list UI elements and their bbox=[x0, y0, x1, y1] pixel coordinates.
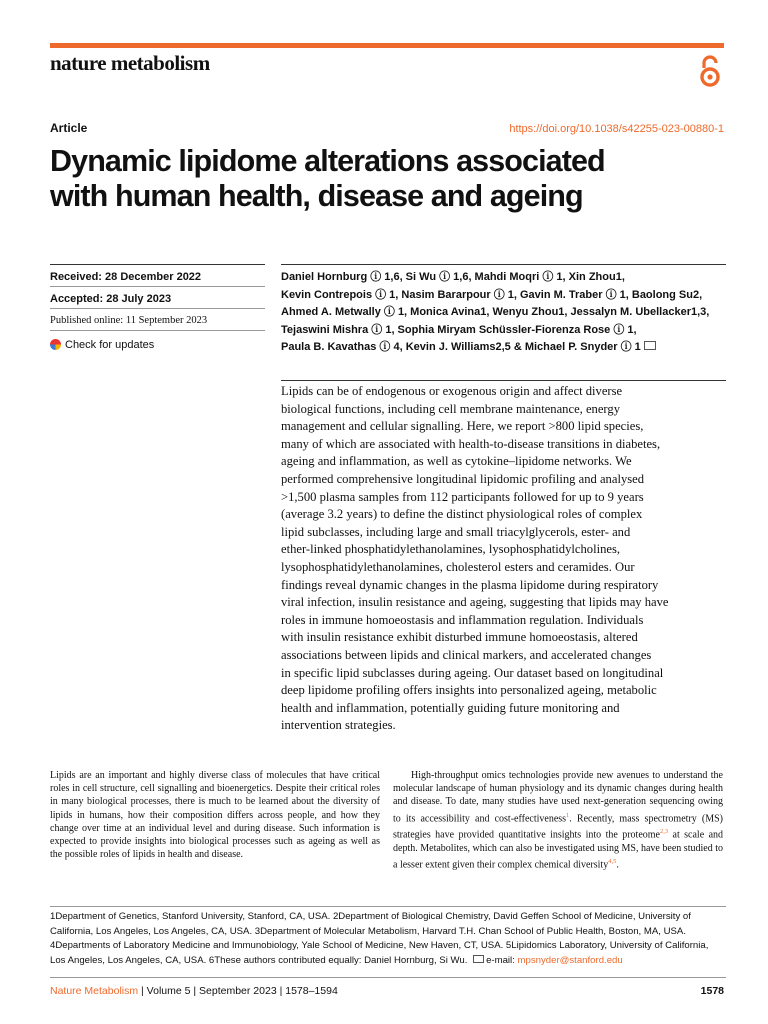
paragraph-text: . Recently, mass spectrometry (MS) strategies have provided quantitative insights into the proteome bbox=[393, 812, 723, 841]
doi-link[interactable]: https://doi.org/10.1038/s42255-023-00880-1 bbox=[509, 123, 724, 135]
footer-divider bbox=[50, 977, 726, 978]
abstract-line: viral infection, insulin resistance and ageing, suggesting that lipids may have bbox=[281, 595, 669, 610]
author-line-5: Paula B. Kavathas ⓘ 4, Kevin J. Williams2,5 & Michael P. Snyder ⓘ 1 bbox=[281, 341, 641, 353]
abstract-line: associations between lipids and clinical markers, and accelerated changes bbox=[281, 647, 652, 662]
check-updates-label: Check for updates bbox=[65, 338, 155, 351]
footer-citation bbox=[50, 985, 338, 997]
publication-dates bbox=[50, 264, 265, 352]
reference-link[interactable]: 1 bbox=[566, 811, 570, 819]
author-line-2: Kevin Contrepois ⓘ 1, Nasim Bararpour ⓘ 1, Gavin M. Traber ⓘ 1, Baolong Su2, bbox=[281, 288, 703, 301]
paragraph-text: High-throughput omics technologies provide new avenues to understand the molecular landscape of human physiology and its dynamic changes during health and disease. To date, many studies have used next-generation sequencing owing to its accessibility and cost-effectiveness bbox=[393, 770, 723, 824]
affiliations-text: 1Department of Genetics, Stanford University, Stanford, CA, USA. 2Department of Biological Chemistry, David Geffen School of Medicine, University of California, Los Angeles, Los Angeles, CA, USA. 3Department of Molecular Metabolism, Harvard T.H. Chan School of Public Health, Boston, MA, USA. 4Departments of Laboratory Medicine and Immunobiology, Yale School of Medicine, New Haven, CT, USA. 5Lipidomics Laboratory, University of California, Los Angeles, Los Angeles, CA, USA. 6These authors contributed equally: Daniel Hornburg, Si Wu. bbox=[50, 911, 709, 966]
abstract bbox=[281, 380, 726, 735]
received-date: Received: 28 December 2022 bbox=[50, 271, 202, 283]
paragraph-text: . bbox=[616, 859, 619, 871]
reference-link[interactable]: 4,5 bbox=[608, 857, 617, 865]
article-type-label: Article bbox=[50, 121, 88, 135]
intro-paragraph-1: Lipids are an important and highly diverse class of molecules that have critical roles in cell structure, cell signalling and bioenergetics. Despite their critical roles in many biological processes, there is much to be learned about the diversity of lipids in humans, how their composition differs across people, and how they change over time at an individual level and during disease. Such information is expected to provide insights into biological processes such as ageing as well as the possible roles of lipids in health and disease. bbox=[50, 770, 380, 861]
abstract-line: lipid subclasses, including large and small triacylglycerols, ester- and bbox=[281, 524, 631, 539]
abstract-line: (average 3.2 years) to define the distinct physiological roles of complex bbox=[281, 507, 643, 522]
abstract-line: ageing and inflammation, as well as cytokine–lipidome networks. We bbox=[281, 454, 632, 469]
abstract-line: health and inflammation, potentially guiding future monitoring and bbox=[281, 700, 620, 715]
published-date: Published online: 11 September 2023 bbox=[50, 315, 208, 326]
footer-journal-link[interactable]: Nature Metabolism bbox=[50, 985, 139, 997]
author-line-3: Ahmed A. Metwally ⓘ 1, Monica Avina1, Wenyu Zhou1, Jessalyn M. Ubellacker1,3, bbox=[281, 306, 710, 318]
author-list bbox=[281, 264, 726, 357]
body-column-1 bbox=[50, 769, 380, 861]
abstract-line: lysophosphatidylethanolamines, cholesterol esters and ceramides. Our bbox=[281, 559, 635, 574]
abstract-line: ether-linked phosphatidylethanolamines, lysophosphatidylcholines, bbox=[281, 542, 621, 557]
envelope-icon bbox=[473, 955, 484, 963]
reference-link[interactable]: 2,3 bbox=[659, 828, 669, 836]
affiliations bbox=[50, 906, 726, 968]
article-title bbox=[50, 144, 730, 214]
title-line-1: Dynamic lipidome alterations associated bbox=[50, 144, 605, 178]
abstract-line: intervention strategies. bbox=[281, 718, 396, 733]
author-line-4: Tejaswini Mishra ⓘ 1, Sophia Miryam Schüssler-Fiorenza Rose ⓘ 1, bbox=[281, 323, 637, 336]
author-line-1: Daniel Hornburg ⓘ 1,6, Si Wu ⓘ 1,6, Mahdi Moqri ⓘ 1, Xin Zhou1, bbox=[281, 271, 625, 283]
title-line-2: with human health, disease and ageing bbox=[50, 179, 583, 213]
body-column-2 bbox=[393, 769, 723, 871]
abstract-line: many of which are associated with health-to-disease transitions in diabetes, bbox=[281, 436, 661, 451]
abstract-line: deep lipidome profiling offers insights into personalized ageing, metabolic bbox=[281, 683, 657, 698]
email-link[interactable]: mpsnyder@stanford.edu bbox=[517, 954, 623, 966]
abstract-line: management and cellular signalling. Here, we report >800 lipid species, bbox=[281, 419, 644, 434]
abstract-line: biological functions, including cell membrane maintenance, energy bbox=[281, 401, 620, 416]
journal-accent-bar bbox=[50, 43, 724, 48]
footer-volume: | Volume 5 | September 2023 | 1578–1594 bbox=[138, 985, 338, 997]
abstract-line: with insulin resistance exhibit disturbed immune homoeostasis, altered bbox=[281, 630, 638, 645]
abstract-line: Lipids can be of endogenous or exogenous origin and affect diverse bbox=[281, 384, 623, 398]
abstract-line: in specific lipid subclasses during ageing. Our dataset based on longitudinal bbox=[281, 665, 664, 680]
crossmark-icon bbox=[50, 339, 61, 350]
abstract-line: >1,500 plasma samples from 112 participants followed for up to 9 years bbox=[281, 489, 644, 504]
abstract-line: roles in immune homoeostasis and inflammation regulation. Individuals bbox=[281, 612, 644, 627]
journal-name: nature metabolism bbox=[50, 51, 210, 75]
check-for-updates-button[interactable] bbox=[50, 331, 265, 352]
intro-paragraph-2 bbox=[393, 769, 723, 871]
email-label: e-mail: bbox=[486, 954, 518, 966]
open-access-icon bbox=[696, 54, 724, 88]
abstract-line: findings reveal dynamic changes in the plasma lipidome during respiratory bbox=[281, 577, 659, 592]
accepted-date: Accepted: 28 July 2023 bbox=[50, 293, 172, 305]
envelope-icon[interactable] bbox=[644, 341, 656, 350]
abstract-line: performed comprehensive longitudinal lipidomic profiling and analysed bbox=[281, 471, 645, 486]
paragraph-text: at scale and depth. Metabolites, which can also be investigated using MS, have been studied to a lesser extent given their complex chemical diversity bbox=[393, 829, 724, 871]
page-number: 1578 bbox=[700, 985, 724, 997]
